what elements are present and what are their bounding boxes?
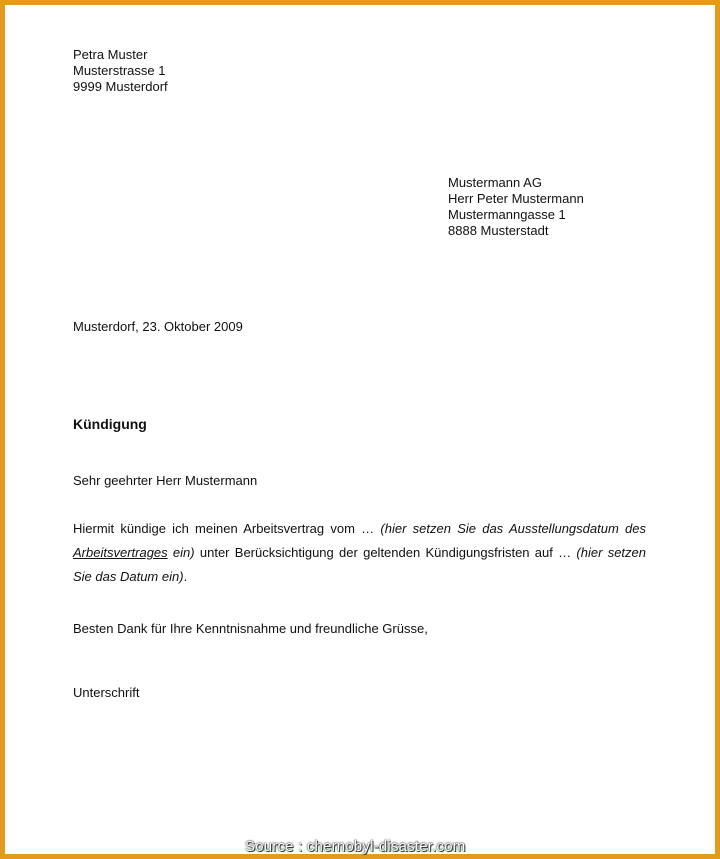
salutation: Sehr geehrter Herr Mustermann: [73, 473, 258, 488]
recipient-person: Herr Peter Mustermann: [448, 191, 584, 206]
recipient-address: [448, 175, 584, 239]
letter-page: [10, 10, 720, 859]
sender-address: [73, 47, 168, 95]
body-paragraph: [73, 517, 646, 589]
body-italic-underlined: Arbeitsvertrages: [73, 545, 168, 560]
body-text-part3: .: [183, 569, 188, 584]
body-text-part2: unter Berücksichtigung der geltenden Kündigungsfristen auf …: [194, 545, 577, 560]
recipient-street: Mustermanngasse 1: [448, 207, 566, 222]
recipient-company: Mustermann AG: [448, 175, 542, 190]
subject-heading: Kündigung: [73, 416, 147, 432]
signature-placeholder: Unterschrift: [73, 685, 140, 700]
body-italic-part2: (hier setzen Sie das Datum ein): [73, 545, 646, 584]
recipient-city: 8888 Musterstadt: [448, 223, 549, 238]
sender-city: 9999 Musterdorf: [73, 79, 168, 94]
body-italic-part1a: (hier setzen Sie das Ausstellungsdatum des: [380, 521, 646, 536]
source-caption: Source : chernobyl-disaster.com: [245, 838, 466, 855]
sender-name: Petra Muster: [73, 47, 148, 62]
sender-street: Musterstrasse 1: [73, 63, 166, 78]
body-italic-part1b: ein): [167, 545, 195, 560]
closing-line: Besten Dank für Ihre Kenntnisnahme und freundliche Grüsse,: [73, 621, 428, 636]
date-line: Musterdorf, 23. Oktober 2009: [73, 319, 243, 334]
body-text-part1: Hiermit kündige ich meinen Arbeitsvertrag vom …: [73, 521, 381, 536]
